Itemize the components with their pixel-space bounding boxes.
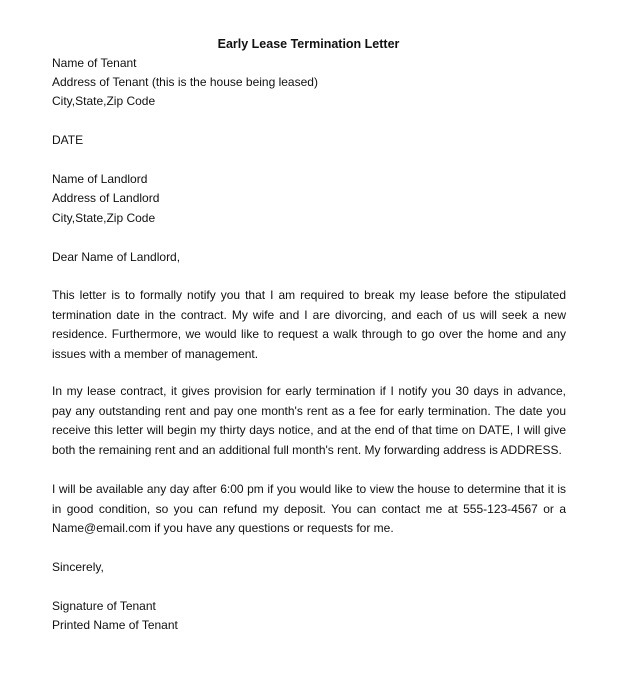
signature-line: Signature of Tenant	[52, 599, 156, 613]
tenant-city-state-zip: City,State,Zip Code	[52, 94, 156, 108]
tenant-address: Address of Tenant (this is the house being leased)	[52, 75, 318, 89]
closing: Sincerely,	[52, 560, 104, 574]
body-paragraph-2: In my lease contract, it gives provision for early termination if I notify you 30 days in advance, pay any outstanding rent and pay one month's rent as a fee for early termination. The date you receive this letter will begin my thirty days notice, and at the end of that time on DATE, I will give both the remaining rent and an additional full month's rent. My forwarding address is ADDRESS.	[52, 384, 566, 457]
letter-date: DATE	[52, 133, 84, 147]
landlord-address: Address of Landlord	[52, 191, 160, 205]
body-paragraph-1: This letter is to formally notify you that I am required to break my lease before the stipulated termination date in the contract. My wife and I are divorcing, and each of us will seek a new residence. Furthermore, we would like to request a walk through to go over the home and any issues with a member of management.	[52, 288, 566, 361]
tenant-name: Name of Tenant	[52, 56, 137, 70]
salutation: Dear Name of Landlord,	[52, 250, 181, 264]
printed-name: Printed Name of Tenant	[52, 618, 178, 632]
landlord-name: Name of Landlord	[52, 172, 148, 186]
letter-title: Early Lease Termination Letter	[217, 37, 400, 51]
landlord-city-state-zip: City,State,Zip Code	[52, 211, 156, 225]
body-paragraph-3: I will be available any day after 6:00 pm if you would like to view the house to determine that it is in good condition, so you can refund my deposit. You can contact me at 555-123-4567 or a Name@email.com if you have any questions or requests for me.	[52, 482, 566, 535]
